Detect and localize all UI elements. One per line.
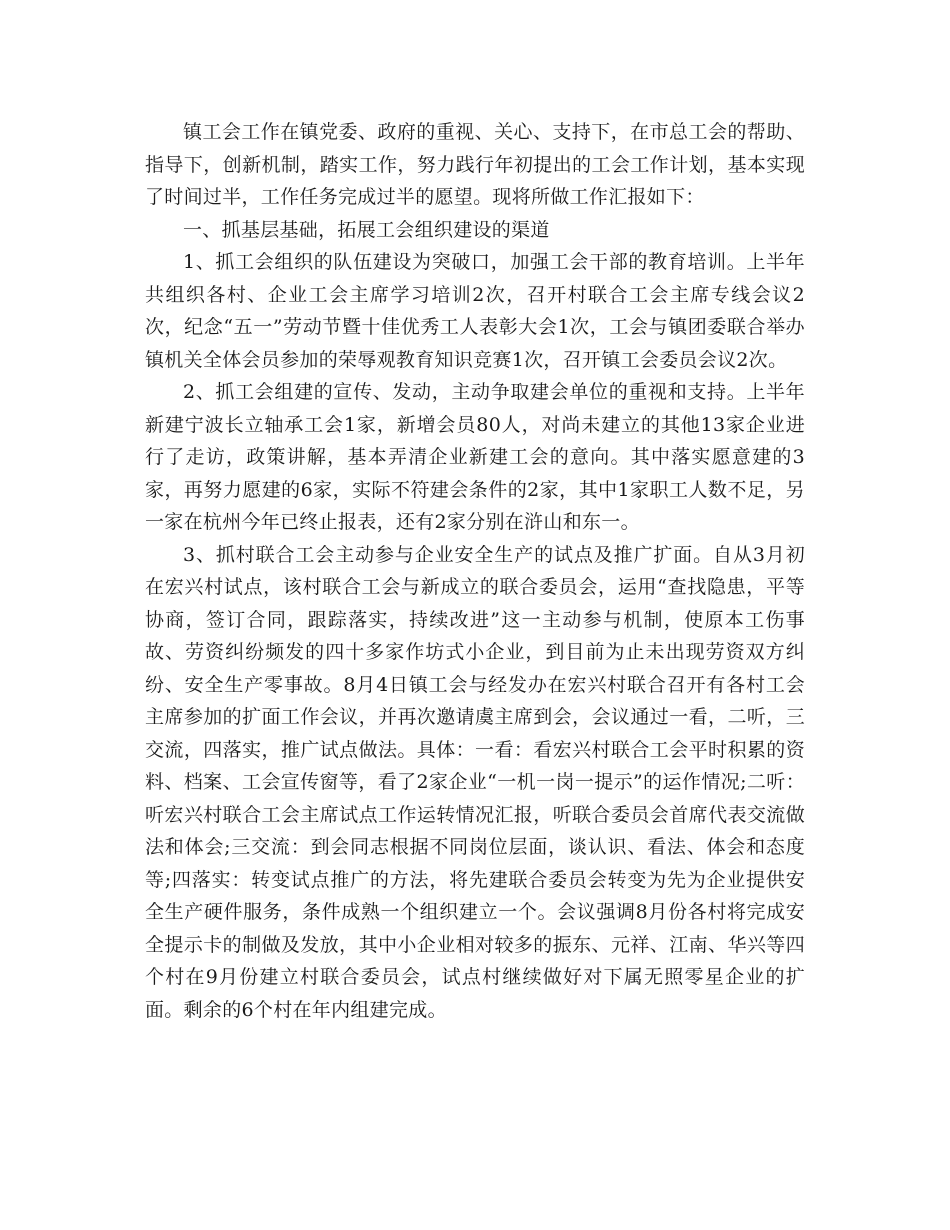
paragraph-item-1: 1、抓工会组织的队伍建设为突破口，加强工会干部的教育培训。上半年共组织各村、企业工会主席学习培训2次，召开村联合工会主席专线会议2次，纪念“五一”劳动节暨十佳优秀工人表彰大会1次，工会与镇团委联合举办镇机关全体会员参加的荣辱观教育知识竞赛1次，召开镇工会委员会议2次。	[145, 251, 805, 371]
paragraph-item-3: 3、抓村联合工会主动参与企业安全生产的试点及推广扩面。自从3月初在宏兴村试点，该村联合工会与新成立的联合委员会，运用“查找隐患，平等协商，签订合同，跟踪落实，持续改进”这一主动参与机制，使原本工伤事故、劳资纠纷频发的四十多家作坊式小企业，到目前为止未出现劳资双方纠纷、安全生产零事故。8月4日镇工会与经发办在宏兴村联合召开有各村工会主席参加的扩面工作会议，并再次邀请虞主席到会，会议通过一看，二听，三交流，四落实，推广试点做法。具体：一看：看宏兴村联合工会平时积累的资料、档案、工会宣传窗等，看了2家企业“一机一岗一提示”的运作情况;二听：听宏兴村联合工会主席试点工作运转情况汇报，听联合委员会首席代表交流做法和体会;三交流：到会同志根据不同岗位层面，谈认识、看法、体会和态度等;四落实：转变试点推广的方法，将先建联合委员会转变为先为企业提供安全生产硬件服务，条件成熟一个组织建立一个。会议强调8月份各村将完成安全提示卡的制做及发放，其中小企业相对较多的振东、元祥、江南、华兴等四个村在9月份建立村联合委员会，试点村继续做好对下属无照零星企业的扩面。剩余的6个村在年内组建完成。	[145, 543, 805, 1021]
section-heading: 一、抓基层基础，拓展工会组织建设的渠道	[183, 218, 550, 241]
document-body	[145, 116, 805, 1026]
paragraph-item-2: 2、抓工会组建的宣传、发动，主动争取建会单位的重视和支持。上半年新建宁波长立轴承工会1家，新增会员80人，对尚未建立的其他13家企业进行了走访，政策讲解，基本弄清企业新建工会的意向。其中落实愿意建的3家，再努力愿建的6家，实际不符建会条件的2家，其中1家职工人数不足，另一家在杭州今年已终止报表，还有2家分别在浒山和东一。	[145, 381, 805, 533]
intro-paragraph: 镇工会工作在镇党委、政府的重视、关心、支持下，在市总工会的帮助、指导下，创新机制，踏实工作，努力践行年初提出的工会工作计划，基本实现了时间过半，工作任务完成过半的愿望。现将所做工作汇报如下：	[145, 121, 805, 208]
